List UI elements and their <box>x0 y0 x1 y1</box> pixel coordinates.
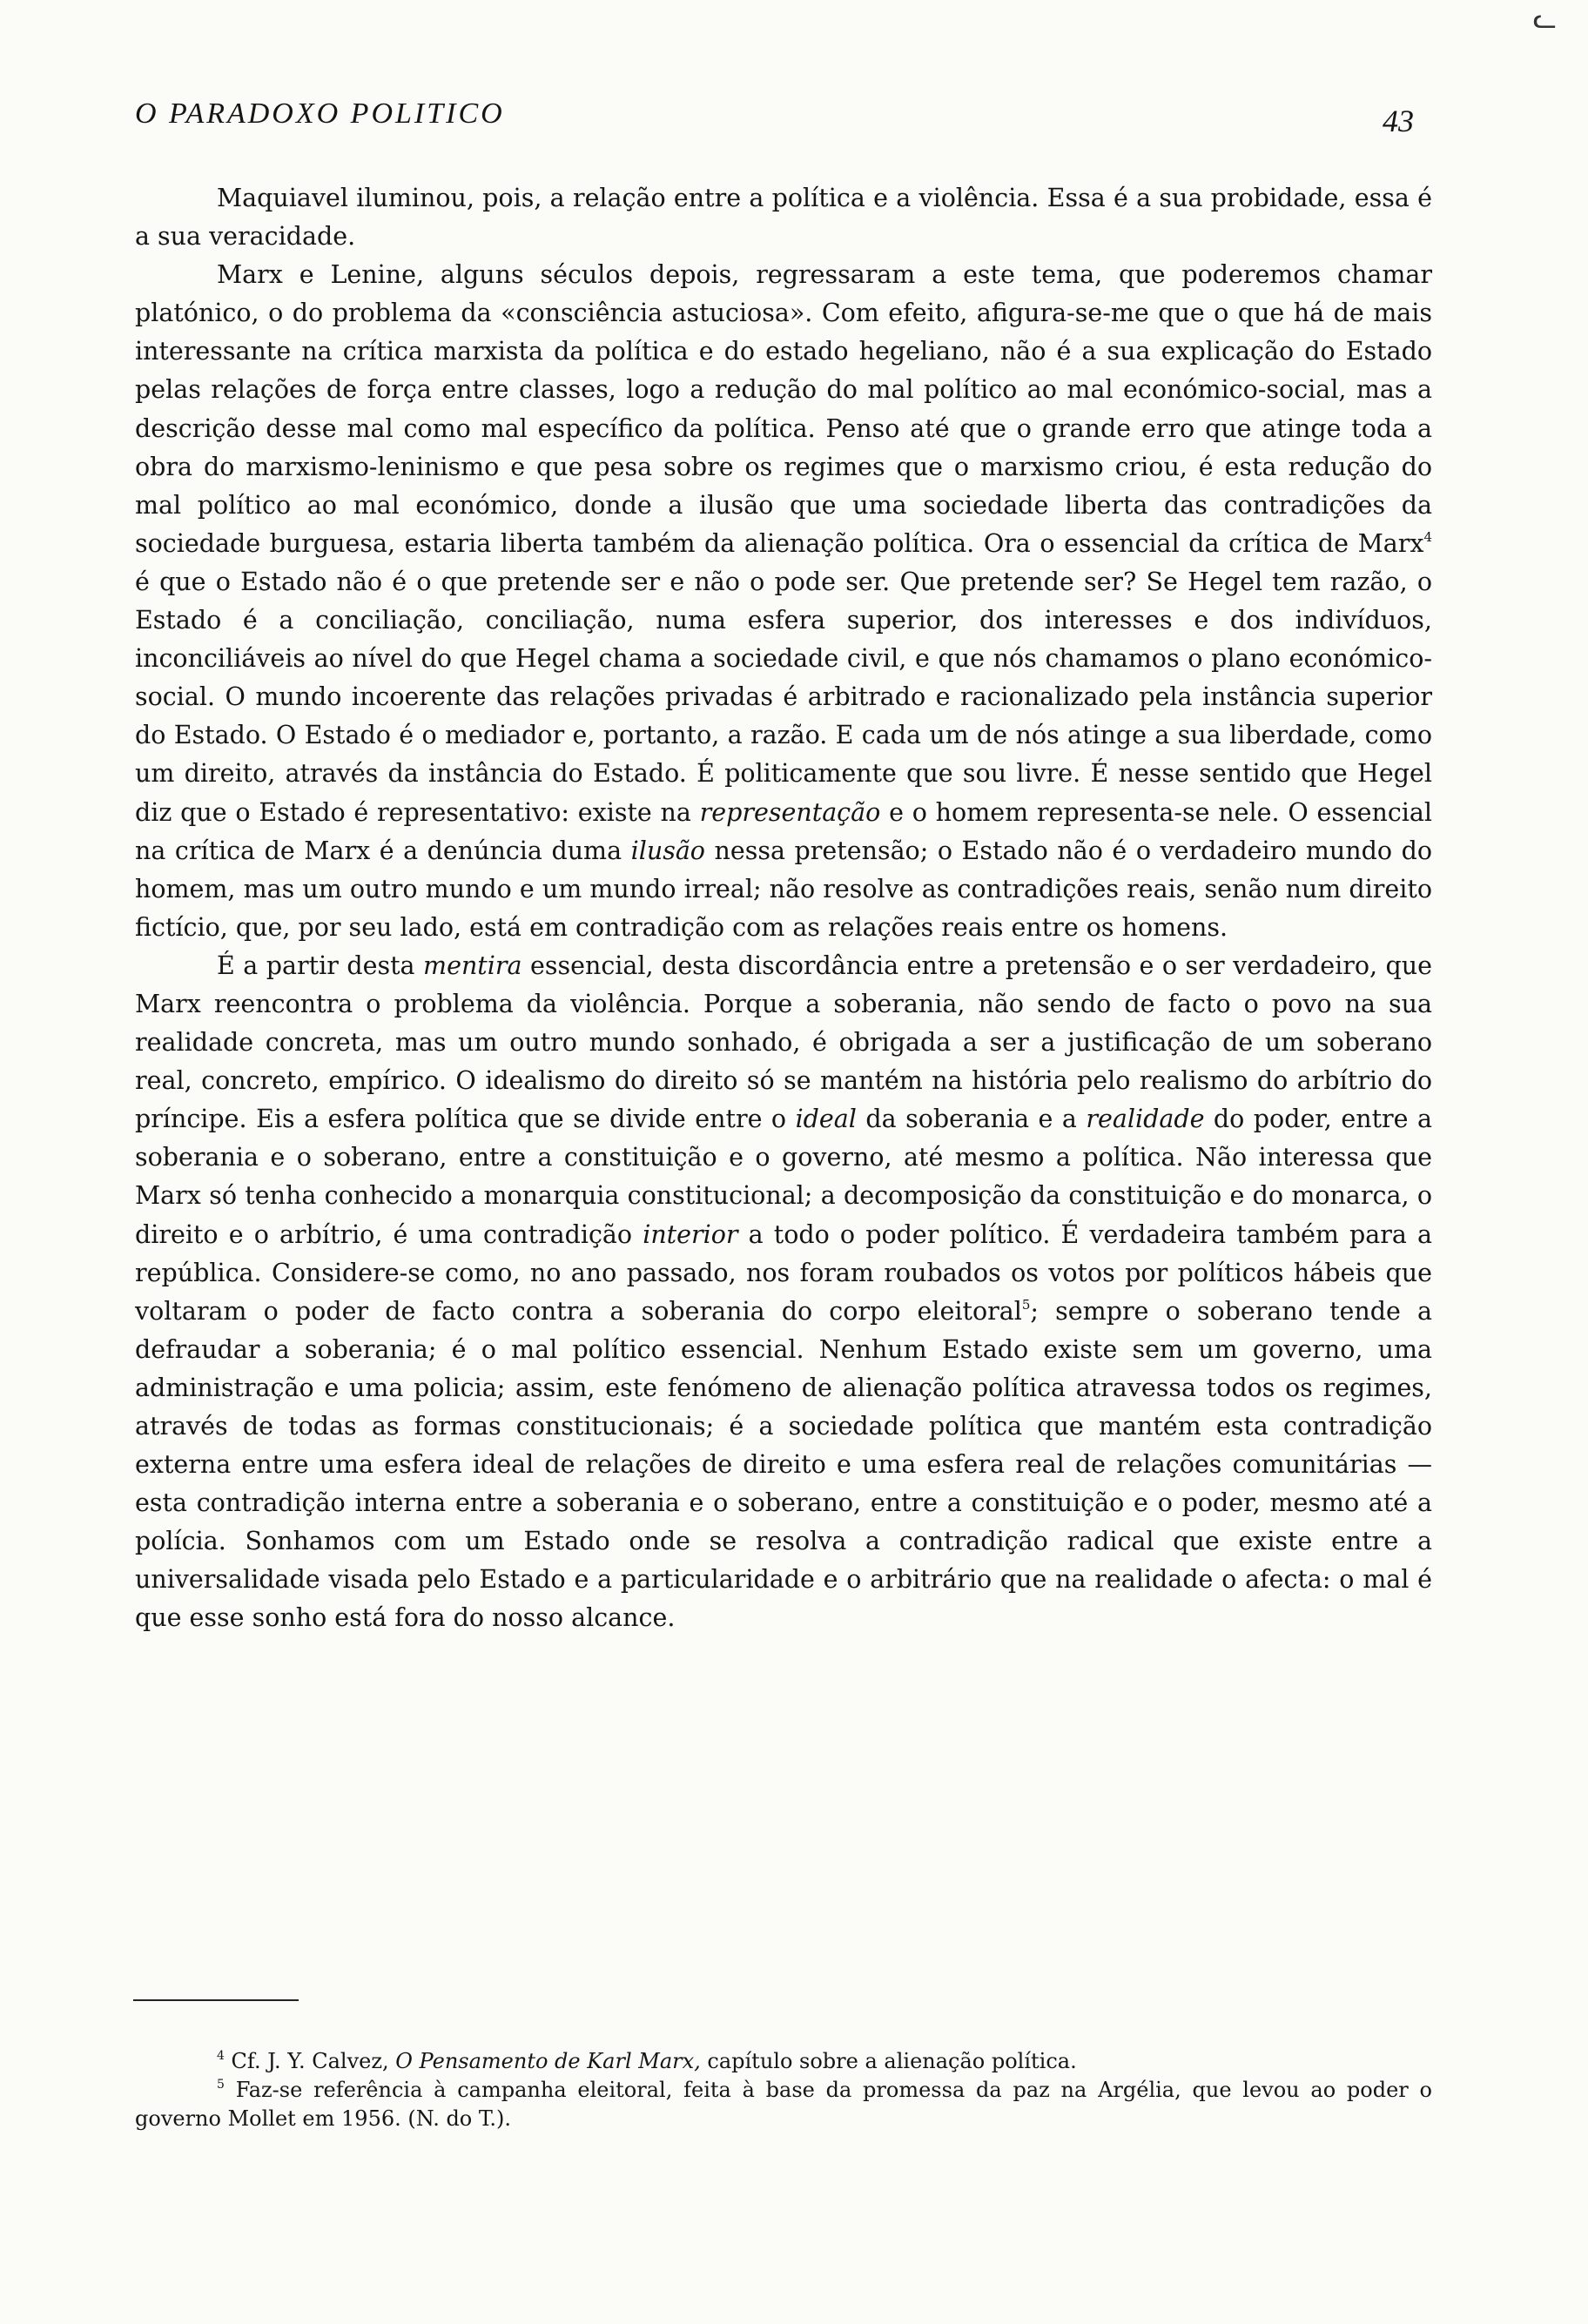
footnotes <box>135 2047 1432 2133</box>
running-title: O PARADOXO POLITICO <box>135 97 505 130</box>
paragraph-1 <box>135 179 1432 256</box>
paragraph-3 <box>135 947 1432 1638</box>
emphasis: realidade <box>1086 1105 1205 1134</box>
footnote-ref-4: 4 <box>1423 528 1432 545</box>
emphasis: ilusão <box>630 836 705 865</box>
footnote-5 <box>135 2076 1432 2133</box>
emphasis: interior <box>643 1219 738 1249</box>
text-run: ; sempre o soberano tende a defraudar a soberania; é o mal político essencial. Nenhum Estado existe sem um governo, uma administração e uma policia; assim, este fenómeno de alienação política atravessa todos os regimes, através de todas as formas constitucionais; é a sociedade política que mantém esta contradição externa entre uma esfera ideal de relações de direito e uma esfera real de relações comunitárias — esta contradição interna entre a soberania e o soberano, entre a constituição e o poder, mesmo até a polícia. Sonhamos com um Estado onde se resolva a contradição radical que existe entre a universalidade visada pelo Estado e a particularidade e o arbitrário que na realidade o afecta: o mal é que esse sonho está fora do nosso alcance. <box>135 1296 1432 1633</box>
text-run: do poder, entre a soberania e o soberano, entre a constituição e o governo, até mesmo a política. Não interessa que Marx só tenha conhecido a monarquia constitucional; a decomposição da constituição e do monarca, o direito e o arbítrio, é uma contradição <box>135 1105 1432 1249</box>
footnote-4 <box>135 2047 1432 2076</box>
footnote-marker: 5 <box>217 2078 225 2092</box>
emphasis: O Pensamento de Karl Marx, <box>395 2049 701 2073</box>
text-run: nessa pretensão; o Estado não é o verdadeiro mundo do homem, mas um outro mundo e um mundo irreal; não resolve as contradições reais, senão num direito fictício, que, por seu lado, está em contradição com as relações reais entre os homens. <box>135 836 1432 942</box>
page-number: 43 <box>1383 104 1414 138</box>
emphasis: representação <box>699 797 881 827</box>
text-run: Marx e Lenine, alguns séculos depois, regressaram a este tema, que poderemos chamar platónico, o do problema da «consciência astuciosa». Com efeito, afigura-se-me que o que há de mais interessante na crítica marxista da política e do estado hegeliano, não é a sua explicação do Estado pelas relações de força entre classes, logo a redução do mal político ao mal económico-social, mas a descrição desse mal como mal específico da política. Penso até que o grande erro que atinge toda a obra do marxismo-leninismo e que pesa sobre os regimes que o marxismo criou, é esta redução do mal político ao mal económico, donde a ilusão que uma sociedade liberta das contradições da sociedade burguesa, estaria liberta também da alienação política. Ora o essencial da crítica de Marx <box>135 260 1432 558</box>
text-run: da soberania e a <box>856 1105 1087 1134</box>
handwritten-mark: ᓚ <box>1532 3 1557 34</box>
text-run: a todo o poder político. É verdadeira também para a república. Considere-se como, no ano passado, nos foram roubados os votos por políticos hábeis que voltaram o poder de facto contra a soberania do corpo eleitoral <box>135 1219 1432 1326</box>
text-run: essencial, desta discordância entre a pretensão e o ser verdadeiro, que Marx reencontra o problema da violência. Porque a soberania, não sendo de facto o povo na sua realidade concreta, mas um outro mundo sonhado, é obrigada a ser a justificação de um soberano real, concreto, empírico. O idealismo do direito só se mantém na história pelo realismo do arbítrio do príncipe. Eis a esfera política que se divide entre o <box>135 950 1433 1134</box>
emphasis: ideal <box>795 1105 857 1134</box>
text-run: é que o Estado não é o que pretende ser e não o pode ser. Que pretende ser? Se Hegel tem razão, o Estado é a conciliação, conciliação, numa esfera superior, dos interesses e dos indivíduos, inconciliáveis ao nível do que Hegel chama a sociedade civil, e que nós chamamos o plano económico-social. O mundo incoerente das relações privadas é arbitrado e racionalizado pela instância superior do Estado. O Estado é o mediador e, portanto, a razão. E cada um de nós atinge a sua liberdade, como um direito, através da instância do Estado. É politicamente que sou livre. É nesse sentido que Hegel diz que o Estado é representativo: existe na <box>135 567 1432 827</box>
footnote-marker: 4 <box>217 2049 225 2063</box>
footnote-divider <box>133 1999 299 2001</box>
body-text <box>135 179 1432 1638</box>
text-run: capítulo sobre a alienação política. <box>700 2049 1077 2073</box>
footnote-ref-5: 5 <box>1021 1296 1031 1313</box>
emphasis: mentira <box>423 950 522 980</box>
text-run: Cf. J. Y. Calvez, <box>224 2049 396 2073</box>
text-run: Faz-se referência à campanha eleitoral, feita à base da promessa da paz na Argélia, que levou ao poder o governo Mollet em 1956. (N. do T.). <box>135 2078 1432 2131</box>
text-run: É a partir desta <box>217 950 424 980</box>
text-run: Maquiavel iluminou, pois, a relação entre a política e a violência. Essa é a sua probidade, essa é a sua veracidade. <box>135 184 1432 252</box>
paragraph-2 <box>135 256 1432 947</box>
text-run: e o homem representa-se nele. O essencial na crítica de Marx é a denúncia duma <box>135 797 1433 865</box>
